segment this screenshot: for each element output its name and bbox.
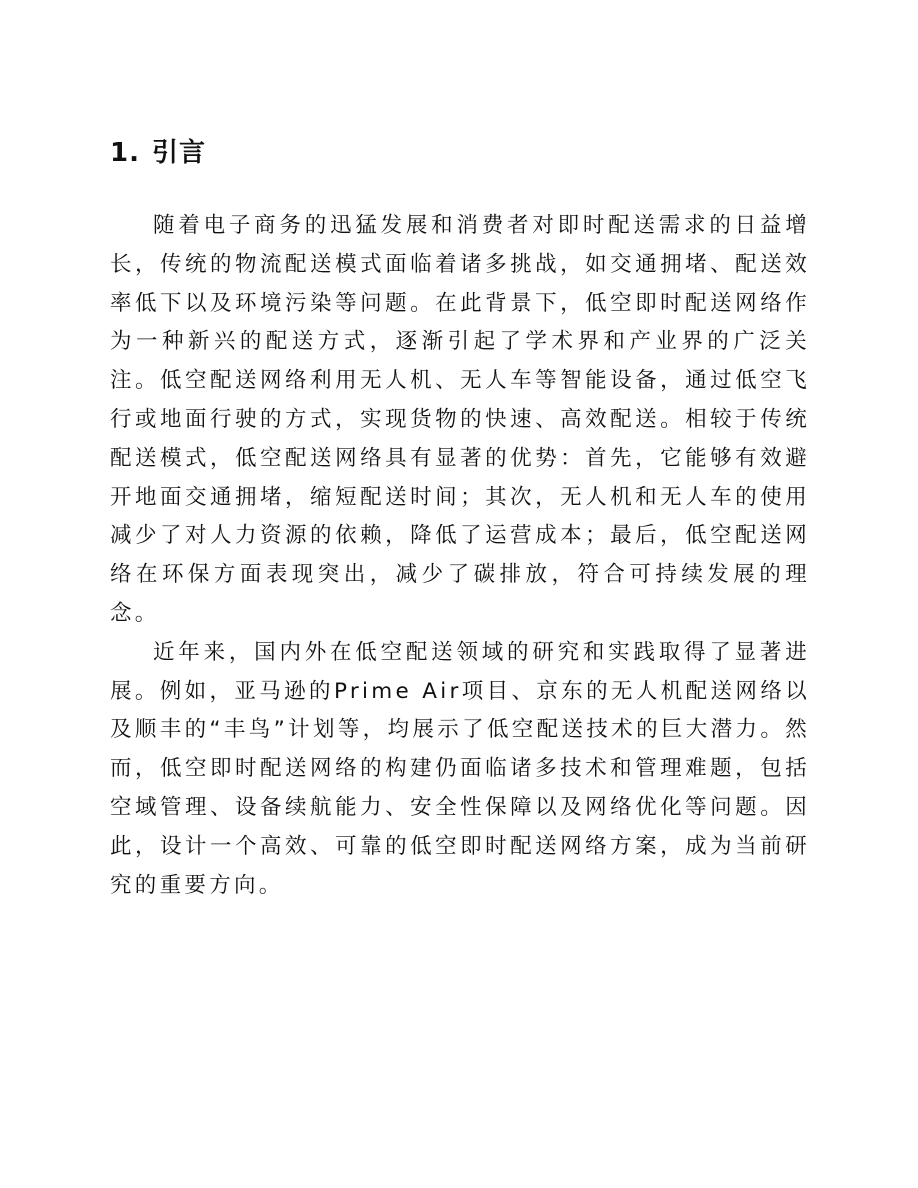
paragraph-2: 近年来，国内外在低空配送领域的研究和实践取得了显著进展。例如，亚马逊的Prime Air项目、京东的无人机配送网络以及顺丰的“丰鸟”计划等，均展示了低空配送技术的巨大潜力。然而，低空即时配送网络的构建仍面临诸多技术和管理难题，包括空域管理、设备续航能力、安全性保障以及网络优化等问题。因此，设计一个高效、可靠的低空即时配送网络方案，成为当前研究的重要方向。	[110, 639, 810, 898]
section-heading	[110, 134, 206, 172]
paragraph-1: 随着电子商务的迅猛发展和消费者对即时配送需求的日益增长，传统的物流配送模式面临着诸多挑战，如交通拥堵、配送效率低下以及环境污染等问题。在此背景下，低空即时配送网络作为一种新兴的配送方式，逐渐引起了学术界和产业界的广泛关注。低空配送网络利用无人机、无人车等智能设备，通过低空飞行或地面行驶的方式，实现货物的快速、高效配送。相较于传统配送模式，低空配送网络具有显著的优势：首先，它能够有效避开地面交通拥堵，缩短配送时间；其次，无人机和无人车的使用减少了对人力资源的依赖，降低了运营成本；最后，低空配送网络在环保方面表现突出，减少了碳排放，符合可持续发展的理念。	[110, 213, 810, 626]
body-text	[110, 207, 810, 905]
section-number: 1.	[110, 138, 140, 168]
section-title: 引言	[151, 138, 206, 168]
